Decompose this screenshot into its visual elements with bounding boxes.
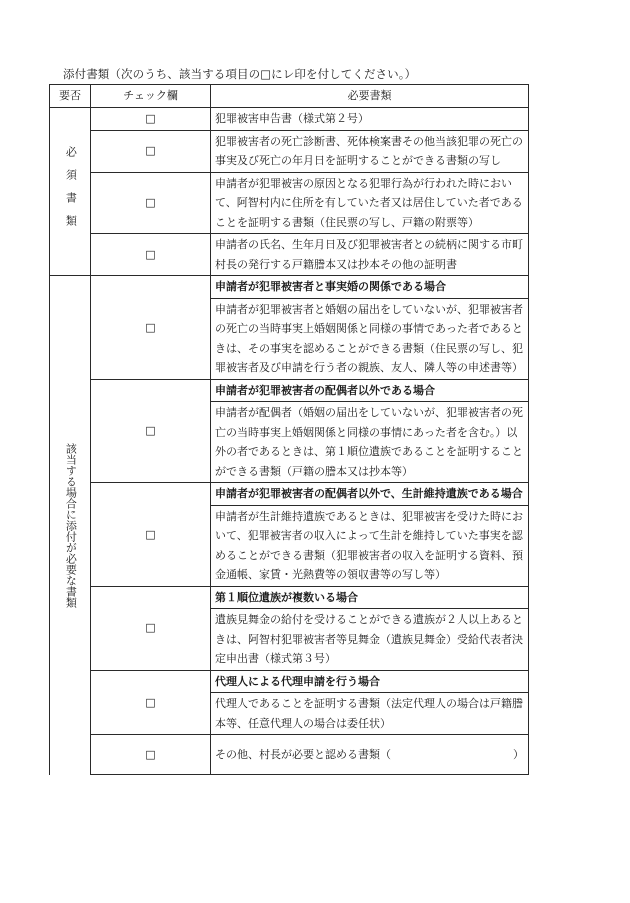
required-label: 必須書類 [64, 145, 78, 238]
table-row [50, 483, 529, 506]
header-check: チェック欄 [91, 85, 211, 108]
checkbox[interactable]: □ [91, 735, 211, 775]
checkbox[interactable]: □ [91, 483, 211, 587]
conditional-heading-4: 第１順位遺族が複数いる場合 [211, 586, 529, 609]
required-doc-3: 申請者が犯罪被害の原因となる犯罪行為が行われた時において、阿智村内に住所を有していた者又は居住していた者であることを証明する書類（住民票の写し、戸籍の附票等） [211, 172, 529, 234]
conditional-heading-2: 申請者が犯罪被害者の配偶者以外である場合 [211, 379, 529, 402]
checkbox[interactable]: □ [91, 276, 211, 380]
checkbox[interactable]: □ [91, 379, 211, 483]
required-doc-4: 申請者の氏名、生年月日及び犯罪被害者との続柄に関する市町村長の発行する戸籍謄本又は抄本その他の証明書 [211, 234, 529, 276]
table-row [50, 234, 529, 276]
required-doc-2: 犯罪被害者の死亡診断書、死体検案書その他当該犯罪の死亡の事実及び死亡の年月日を証明することができる書類の写し [211, 130, 529, 172]
conditional-label: 該当する場合に添付が必要な書類 [64, 442, 78, 608]
required-category [50, 108, 91, 276]
header-docs: 必要書類 [211, 85, 529, 108]
conditional-body-1: 申請者が犯罪被害者と婚姻の届出をしていないが、犯罪被害者の死亡の当時事実上婚姻関係と同様の事情であった者であるときは、その事実を認めることができる書類（住民票の写し、犯罪被害者及び申請を行う者の親族、友人、隣人等の申述書等） [211, 298, 529, 379]
conditional-category [50, 276, 91, 775]
table-row [50, 379, 529, 402]
other-doc-close: ） [513, 747, 524, 761]
checkbox[interactable]: □ [91, 108, 211, 131]
checkbox[interactable]: □ [91, 172, 211, 234]
conditional-body-5: 代理人であることを証明する書類（法定代理人の場合は戸籍謄本等、任意代理人の場合は委任状） [211, 693, 529, 735]
conditional-body-3: 申請者が生計維持遺族であるときは、犯罪被害を受けた時において、犯罪被害者の収入によって生計を維持していた事実を認めることができる書類（犯罪被害者の収入を証明する資料、預金通帳、家賃・光熱費等の領収書等の写し等） [211, 505, 529, 586]
checkbox[interactable]: □ [91, 586, 211, 670]
other-doc [211, 735, 529, 775]
conditional-body-4: 遺族見舞金の給付を受けることができる遺族が２人以上あるときは、阿智村犯罪被害者等見舞金（遺族見舞金）受給代表者決定申出書（様式第３号） [211, 609, 529, 671]
conditional-body-2: 申請者が配偶者（婚姻の届出をしていないが、犯罪被害者の死亡の当時事実上婚姻関係と同様の事情にあった者を含む。）以外の者であるときは、第１順位遺族であることを証明することができる書類（戸籍の謄本又は抄本等） [211, 402, 529, 483]
checkbox[interactable]: □ [91, 670, 211, 735]
table-row [50, 130, 529, 172]
conditional-heading-1: 申請者が犯罪被害者と事実婚の関係である場合 [211, 276, 529, 299]
table-row [50, 276, 529, 299]
table-row [50, 586, 529, 609]
attachments-table [49, 84, 529, 775]
checkbox[interactable]: □ [91, 130, 211, 172]
header-need: 要否 [50, 85, 91, 108]
attachments-caption: 添付書類（次のうち、該当する項目の□にレ印を付してください。） [63, 67, 417, 81]
table-row [50, 735, 529, 775]
other-doc-label: その他、村長が必要と認める書類（ [215, 747, 391, 761]
required-doc-1: 犯罪被害申告書（様式第２号） [211, 108, 529, 131]
table-row [50, 670, 529, 693]
header-row [50, 85, 529, 108]
table-row [50, 172, 529, 234]
table-row [50, 108, 529, 131]
checkbox[interactable]: □ [91, 234, 211, 276]
conditional-heading-5: 代理人による代理申請を行う場合 [211, 670, 529, 693]
conditional-heading-3: 申請者が犯罪被害者の配偶者以外で、生計維持遺族である場合 [211, 483, 529, 506]
